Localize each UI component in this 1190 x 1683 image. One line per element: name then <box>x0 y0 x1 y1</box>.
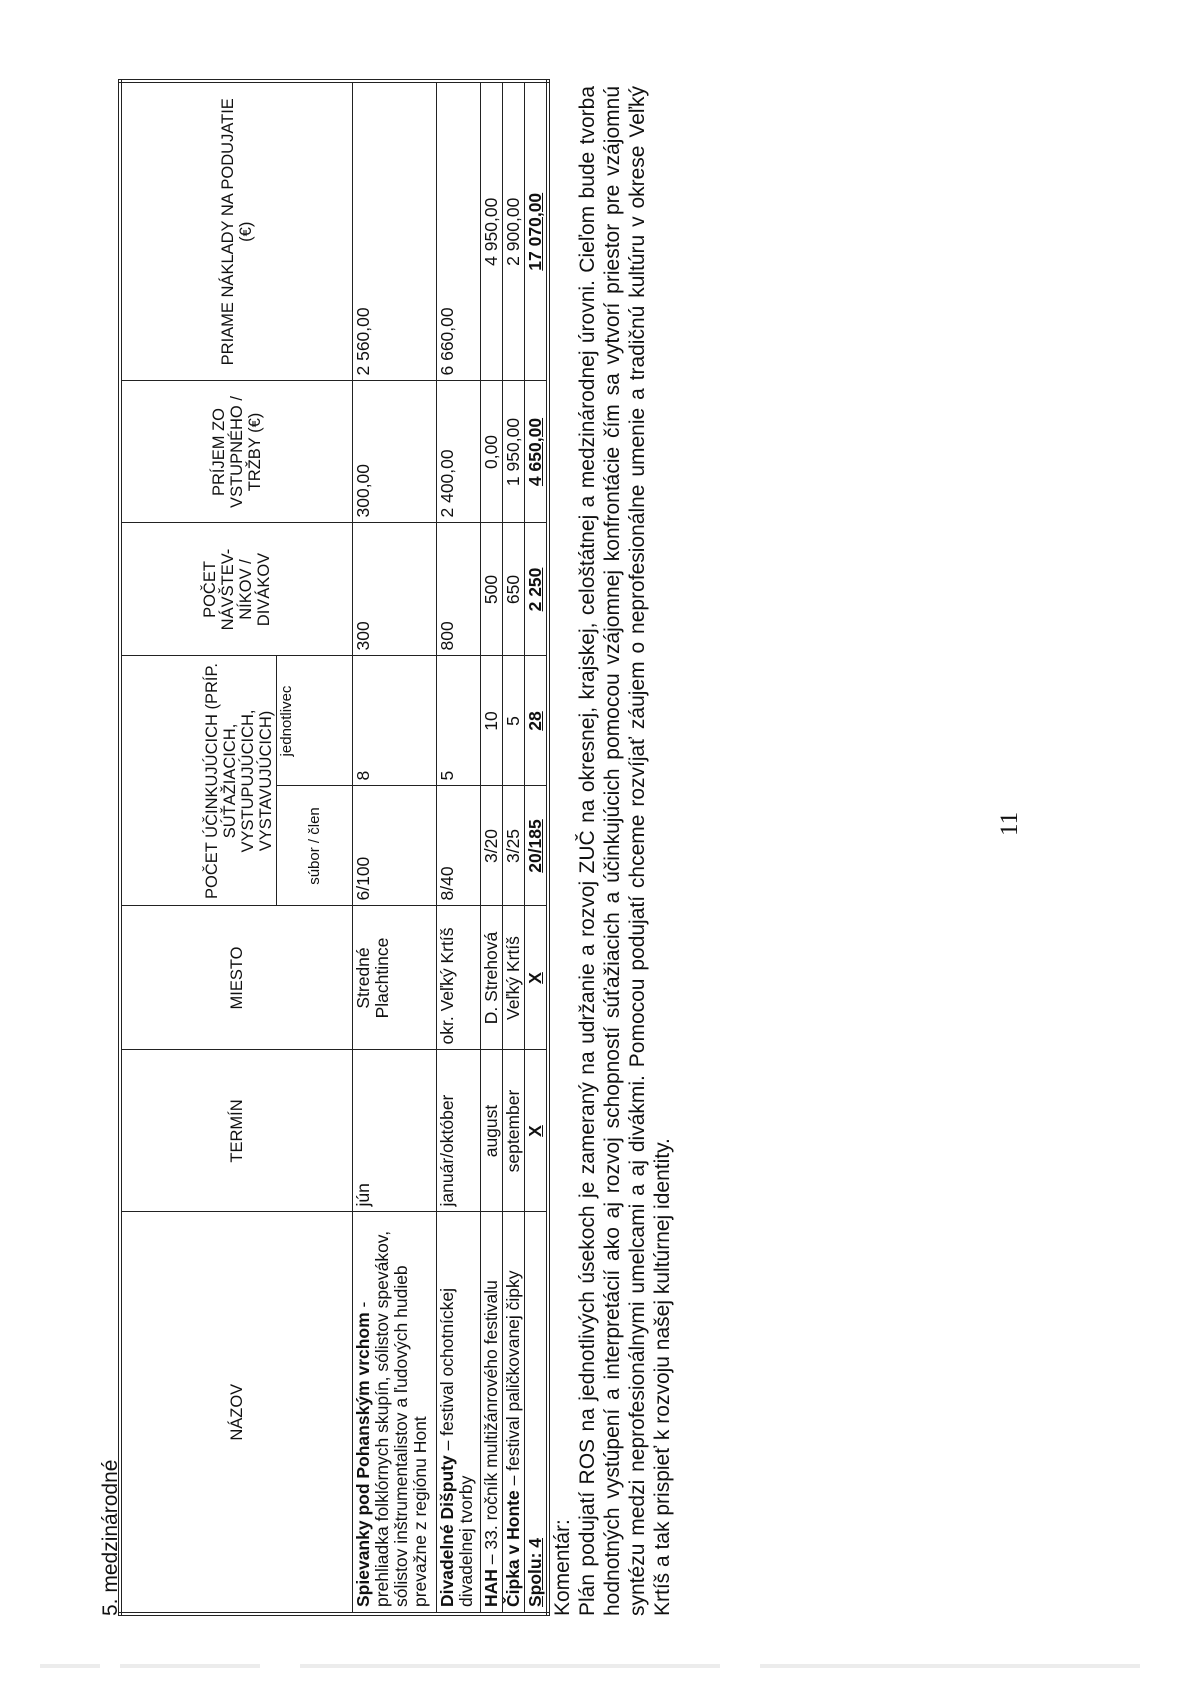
cell-individual: 10 <box>480 656 502 786</box>
cell-individual: 5 <box>436 656 480 786</box>
cell-visitors: 300 <box>352 523 436 656</box>
cell-income: 300,00 <box>352 381 436 523</box>
scan-edge-mark <box>40 1664 100 1668</box>
cell-total-visitors: 2 250 <box>524 523 548 656</box>
table-row <box>352 81 436 1614</box>
page-number: 11 <box>996 811 1023 836</box>
cell-total-income: 4 650,00 <box>524 381 548 523</box>
cell-costs: 6 660,00 <box>436 81 480 381</box>
comment-block <box>550 86 675 1616</box>
cell-total-name: Spolu: 4 <box>524 1212 548 1614</box>
header-visitors: POČET NÁVŠTEV-NÍKOV / DIVÁKOV <box>120 523 352 656</box>
table-row <box>502 81 524 1614</box>
cell-total-group: 20/185 <box>524 786 548 906</box>
cell-name <box>436 1212 480 1614</box>
cell-visitors: 500 <box>480 523 502 656</box>
cell-term: jún <box>352 1050 436 1212</box>
table-total-row <box>524 81 548 1614</box>
cell-income: 1 950,00 <box>502 381 524 523</box>
cell-place: Stredné Plachtince <box>352 906 436 1050</box>
scan-edge-mark <box>120 1664 260 1668</box>
scan-edge-mark <box>300 1664 720 1668</box>
section-heading: 5. medzinárodné <box>99 1459 122 1616</box>
cell-name <box>502 1212 524 1614</box>
table-row <box>480 81 502 1614</box>
header-name: NÁZOV <box>120 1212 352 1614</box>
event-name: Čipka v Honte <box>502 1490 523 1607</box>
cell-costs: 4 950,00 <box>480 81 502 381</box>
event-description: - prehliadka folklórnych skupín, sólistov spevákov, sólistov inštrumentalistov a ľudových hudieb prevažne z regiónu Hont <box>352 1230 430 1607</box>
event-name: Spievanky pod Pohanským vrchom <box>352 1312 373 1607</box>
cell-individual: 5 <box>502 656 524 786</box>
cell-group: 3/20 <box>480 786 502 906</box>
comment-label: Komentár: <box>551 1519 574 1616</box>
header-place: MIESTO <box>120 906 352 1050</box>
event-description: – festival ochotníckej divadelnej tvorby <box>436 1287 476 1607</box>
cell-group: 6/100 <box>352 786 436 906</box>
header-term: TERMÍN <box>120 1050 352 1212</box>
cell-term: august <box>480 1050 502 1212</box>
header-performers: POČET ÚČINKUJÚCICH (PRÍP. SÚŤAŽIACICH, VYSTUPUJÚCICH, VYSTAVUJÚCICH) <box>120 656 276 906</box>
cell-place: okr. Veľký Krtíš <box>436 906 480 1050</box>
cell-total-term: X <box>524 1050 548 1212</box>
cell-income: 2 400,00 <box>436 381 480 523</box>
comment-text: Plán podujatí ROS na jednotlivých úsekoch je zameraný na udržanie a rozvoj ZUČ na okresnej, krajskej, celoštátnej a medzinárodnej úrovni. Cieľom bude tvorba hodnotných vystúpení a interpretácií ako aj rozvoj schopností súťažiacich a účinkujúcich pomocou vzájomnej konfrontácie čím sa vytvorí priestor pre vzájomnú syntézu medzi neprofesionálnymi umelcami a aj divákmi. Pomocou podujatí chceme rozvíjať záujem o neprofesionálne umenie a tradičnú kultúru v okrese Veľký Krtíš a tak prispieť k rozvoju našej kultúrnej identity. <box>576 86 674 1616</box>
event-name: Divadelné Dišputy <box>436 1455 457 1607</box>
rotated-page-content <box>98 16 1190 1616</box>
cell-group: 3/25 <box>502 786 524 906</box>
header-costs: PRIAME NÁKLADY NA PODUJATIE (€) <box>120 81 352 381</box>
table-row <box>436 81 480 1614</box>
cell-term: september <box>502 1050 524 1212</box>
cell-place: Veľký Krtíš <box>502 906 524 1050</box>
cell-income: 0,00 <box>480 381 502 523</box>
cell-individual: 8 <box>352 656 436 786</box>
cell-term: január/október <box>436 1050 480 1212</box>
cell-name <box>480 1212 502 1614</box>
cell-group: 8/40 <box>436 786 480 906</box>
header-performers-group: súbor / člen <box>276 786 352 906</box>
event-name: HAH <box>480 1569 501 1607</box>
cell-total-costs: 17 070,00 <box>524 81 548 381</box>
header-income: PRÍJEM ZO VSTUPNÉHO / TRŽBY (€) <box>120 381 352 523</box>
event-description: – 33. ročník multižánrového festivalu <box>480 1280 501 1570</box>
cell-visitors: 800 <box>436 523 480 656</box>
header-performers-individual: jednotlivec <box>276 656 352 786</box>
cell-total-place: X <box>524 906 548 1050</box>
cell-costs: 2 560,00 <box>352 81 436 381</box>
cell-costs: 2 900,00 <box>502 81 524 381</box>
events-table <box>118 79 550 1616</box>
scan-edge-mark <box>760 1664 1140 1668</box>
event-description: – festival paličkovanej čipky <box>502 1270 523 1491</box>
cell-visitors: 650 <box>502 523 524 656</box>
cell-total-individual: 28 <box>524 656 548 786</box>
cell-name <box>352 1212 436 1614</box>
cell-place: D. Strehová <box>480 906 502 1050</box>
